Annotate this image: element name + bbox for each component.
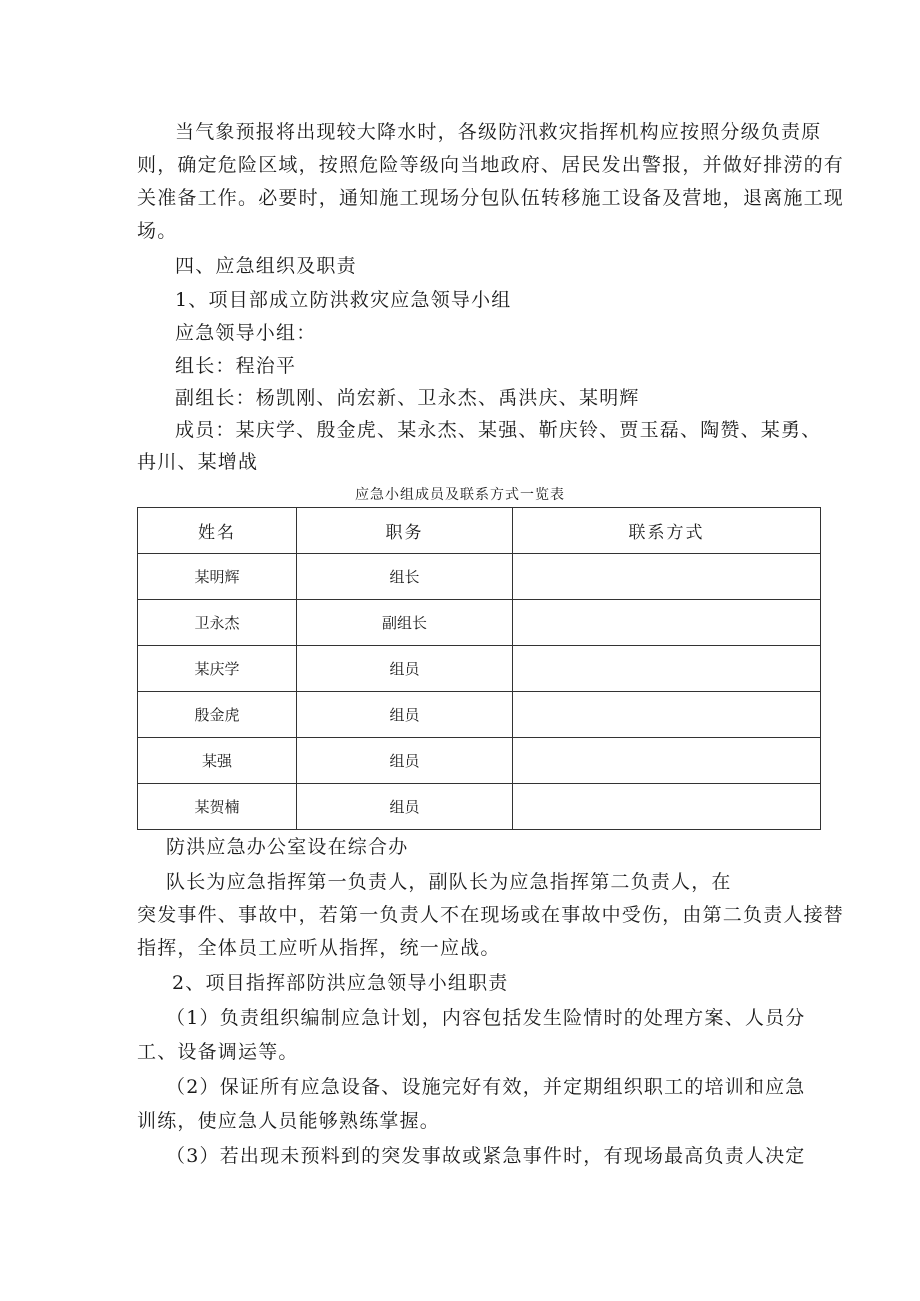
cell-role: 组员	[297, 784, 513, 830]
table-caption: 应急小组成员及联系方式一览表	[355, 487, 565, 503]
duty-1-line-1: （1）负责组织编制应急计划，内容包括发生险情时的处理方案、人员分	[166, 1007, 806, 1029]
cell-contact	[513, 692, 821, 738]
cell-name: 卫永杰	[138, 600, 297, 646]
cell-name: 某明辉	[138, 554, 297, 600]
header-contact: 联系方式	[513, 508, 821, 554]
para-1-line-1: 当气象预报将出现较大降水时，各级防汛救灾指挥机构应按照分级负责原	[175, 121, 822, 143]
subsection-1-heading: 1、项目部成立防洪救灾应急领导小组	[175, 289, 512, 311]
cell-contact	[513, 784, 821, 830]
deputy-line: 副组长：杨凯刚、尚宏新、卫永杰、禹洪庆、某明辉	[175, 387, 640, 409]
para-1-line-2: 则，确定危险区域，按照危险等级向当地政府、居民发出警报，并做好排涝的有	[137, 154, 845, 176]
cell-role: 组员	[297, 646, 513, 692]
cell-contact	[513, 646, 821, 692]
table-row	[138, 784, 821, 830]
table-row	[138, 692, 821, 738]
table-row	[138, 600, 821, 646]
duty-3-line-1: （3）若出现未预料到的突发事故或紧急事件时，有现场最高负责人决定	[166, 1145, 806, 1167]
duty-2-line-1: （2）保证所有应急设备、设施完好有效，并定期组织职工的培训和应急	[166, 1076, 806, 1098]
cell-contact	[513, 554, 821, 600]
office-line: 防洪应急办公室设在综合办	[166, 836, 409, 858]
cell-name: 某庆学	[138, 646, 297, 692]
leader-line: 组长：程治平	[175, 355, 297, 377]
contact-table	[137, 507, 821, 830]
group-label: 应急领导小组：	[175, 322, 317, 344]
table-row	[138, 646, 821, 692]
command-line-3: 指挥，全体员工应听从指挥，统一应战。	[137, 937, 501, 959]
para-1-line-4: 场。	[137, 220, 178, 242]
cell-contact	[513, 738, 821, 784]
cell-name: 殷金虎	[138, 692, 297, 738]
command-line-2: 突发事件、事故中，若第一负责人不在现场或在事故中受伤，由第二负责人接替	[137, 904, 845, 926]
table-header-row	[138, 508, 821, 554]
table-row	[138, 738, 821, 784]
cell-role: 组员	[297, 738, 513, 784]
duty-2-line-2: 训练，使应急人员能够熟练掌握。	[137, 1110, 441, 1132]
cell-contact	[513, 600, 821, 646]
command-line-1: 队长为应急指挥第一负责人，副队长为应急指挥第二负责人，在	[166, 871, 732, 893]
cell-name: 某贺楠	[138, 784, 297, 830]
header-name: 姓名	[138, 508, 297, 554]
duty-1-line-2: 工、设备调运等。	[137, 1041, 299, 1063]
subsection-2-heading: 2、项目指挥部防洪应急领导小组职责	[172, 972, 509, 994]
para-1-line-3: 关准备工作。必要时，通知施工现场分包队伍转移施工设备及营地，退离施工现	[137, 187, 845, 209]
members-line-1: 成员：某庆学、殷金虎、某永杰、某强、靳庆铃、贾玉磊、陶赞、某勇、	[175, 419, 822, 441]
cell-role: 组员	[297, 692, 513, 738]
cell-role: 组长	[297, 554, 513, 600]
section-4-heading: 四、应急组织及职责	[175, 255, 357, 277]
cell-role: 副组长	[297, 600, 513, 646]
table-row	[138, 554, 821, 600]
members-line-2: 冉川、某增战	[137, 451, 259, 473]
header-role: 职务	[297, 508, 513, 554]
cell-name: 某强	[138, 738, 297, 784]
